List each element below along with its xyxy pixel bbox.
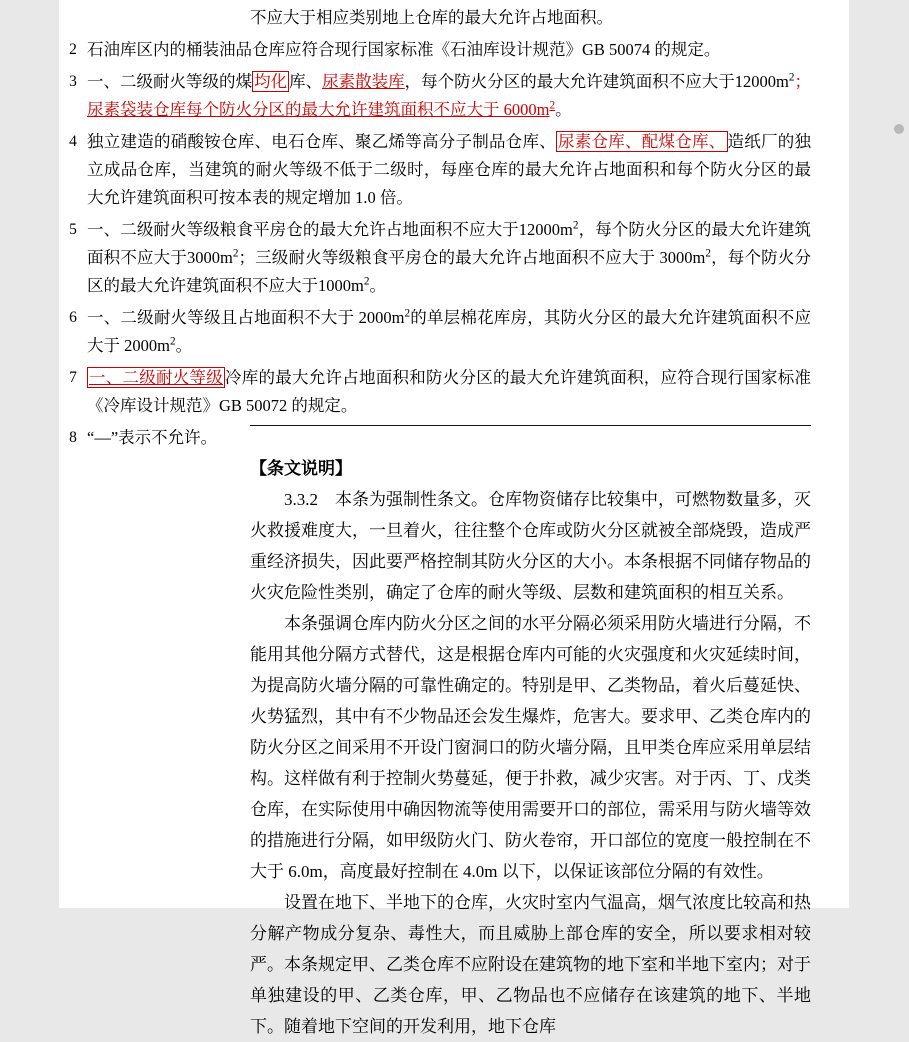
section-divider	[250, 425, 811, 426]
edit-underline-urea-bagged: 尿素袋装仓库每个防火分区的最大允许建筑面积不应大于 6000m	[87, 100, 550, 119]
note-text: 。	[555, 100, 572, 119]
superscript: 2	[788, 71, 795, 84]
note-text: 造纸厂的独立成品仓库，当建筑的耐火等级不低于二级时，每座仓库的最大允许占地面积和每个防火分区的最大允许建筑面积可按本表的规定增加 1.0 倍。	[87, 132, 811, 207]
list-item-text	[87, 364, 849, 420]
page-content	[59, 0, 849, 1042]
highlight-box-fire-resistance-grade: 一、二级耐火等级	[89, 368, 223, 387]
list-item-text	[87, 304, 849, 360]
list-item-number: 2	[69, 41, 77, 58]
list-item-text	[87, 36, 849, 64]
explanation-paragraph-3: 设置在地下、半地下的仓库，火灾时室内气温高，烟气浓度比较高和热分解产物成分复杂、毒性大，而且威胁上部仓库的安全，所以要求相对较严。本条规定甲、乙类仓库不应附设在建筑物的地下室和半地下室内；对于单独建设的甲、乙类仓库，甲、乙物品也不应储存在该建筑的地下、半地下。随着地下空间的开发利用，地下仓库	[250, 893, 811, 1036]
note-text: 。	[369, 276, 386, 295]
note-text: ，每个防火分区的最大允许建筑面积不应大于3000m	[87, 220, 812, 267]
superscript: 2	[363, 275, 370, 288]
list-item	[59, 128, 849, 212]
note-text: ，每个防火分区的最大允许建筑面积不应大于1000m	[87, 248, 811, 295]
list-item-text	[87, 424, 849, 452]
list-item-number: 3	[69, 73, 77, 90]
note-text: 独立建造的硝酸铵仓库、电石仓库、聚乙烯等高分子制品仓库、	[87, 132, 556, 151]
list-item-number: 6	[69, 309, 77, 326]
explanation-heading: 【条文说明】	[250, 459, 352, 478]
note-text: ；三级耐火等级粮食平房仓的最大允许占地面积不应大于 3000m	[238, 248, 706, 267]
list-item	[59, 216, 849, 300]
highlight-box-coal-homogenize: 均化	[254, 72, 288, 91]
note-text: ，每个防火分区的最大允许建筑面积不应大于12000m	[404, 72, 789, 91]
superscript-red: 2	[549, 99, 556, 112]
continued-line: 不应大于相应类别地上仓库的最大允许占地面积。	[250, 8, 613, 27]
list-item	[59, 68, 849, 124]
superscript: 2	[705, 247, 711, 260]
left-margin	[0, 0, 59, 908]
note-text: 冷库的最大允许占地面积和防火分区的最大允许建筑面积，应符合现行国家标准《冷库设计规范》GB 50072 的规定。	[87, 368, 811, 415]
note-text: 。	[175, 336, 193, 355]
note-text: 一、二级耐火等级且占地面积不大于 2000m	[87, 308, 405, 327]
document-page	[59, 0, 849, 1036]
list-item	[59, 424, 849, 452]
list-item-text	[87, 68, 849, 124]
explanation-paragraph-2: 本条强调仓库内防火分区之间的水平分隔必须采用防火墙进行分隔，不能用其他分隔方式替代，这是根据仓库内可能的火灾强度和火灾延续时间，为提高防火墙分隔的可靠性确定的。特别是甲、乙类物品，着火后蔓延快、火势猛烈，其中有不少物品还会发生爆炸，危害大。要求甲、乙类仓库内的防火分区之间采用不开设门窗洞口的防火墙分隔，且甲类仓库应采用单层结构。这样做有利于控制火势蔓延，便于扑救，减少灾害。对于丙、丁、戊类仓库，在实际使用中确因物流等使用需要开口的部位，需采用与防火墙等效的措施进行分隔，如甲级防火门、防火卷帘，开口部位的宽度一般控制在不大于 6.0m，高度最好控制在 4.0m 以下，以保证该部位分隔的有效性。	[250, 614, 811, 881]
note-text: 的单层棉花库房，其防火分区的最大允许建筑面积不应大于 2000m	[87, 308, 811, 355]
superscript: 2	[572, 219, 579, 232]
list-item-number: 7	[69, 369, 77, 386]
list-item	[59, 364, 849, 420]
edit-mark-semicolon: ；	[794, 72, 812, 91]
numbered-notes-list	[59, 36, 849, 452]
note-text: “—”表示不允许。	[87, 428, 218, 447]
list-item	[59, 36, 849, 64]
superscript: 2	[169, 335, 176, 348]
list-item-number: 5	[69, 221, 77, 238]
scrollbar-position-dot[interactable]	[894, 124, 904, 134]
list-item-text	[87, 128, 849, 212]
list-item-text	[87, 216, 849, 300]
note-text: 石油库区内的桶装油品仓库应符合现行国家标准《石油库设计规范》GB 50074 的规定。	[87, 40, 721, 59]
list-item-number: 4	[69, 133, 77, 150]
edit-underline-urea-bulk: 尿素散装库	[322, 72, 405, 91]
note-text: 一、二级耐火等级的煤	[87, 72, 253, 91]
right-margin	[849, 0, 909, 908]
superscript: 2	[404, 307, 411, 320]
note-text: 库、	[289, 72, 323, 91]
highlight-box-urea-coal-warehouse: 尿素仓库、配煤仓库、	[558, 132, 726, 151]
superscript: 2	[232, 247, 239, 260]
list-item	[59, 304, 849, 360]
explanation-paragraph-1: 3.3.2 本条为强制性条文。仓库物资储存比较集中，可燃物数量多，灭火救援难度大，一旦着火，往往整个仓库或防火分区就被全部烧毁，造成严重经济损失，因此要严格控制其防火分区的大小。本条根据不同储存物品的火灾危险性类别，确定了仓库的耐火等级、层数和建筑面积的相互关系。	[250, 490, 811, 602]
note-text: 一、二级耐火等级粮食平房仓的最大允许占地面积不应大于12000m	[87, 220, 573, 239]
list-item-number: 8	[69, 429, 77, 446]
